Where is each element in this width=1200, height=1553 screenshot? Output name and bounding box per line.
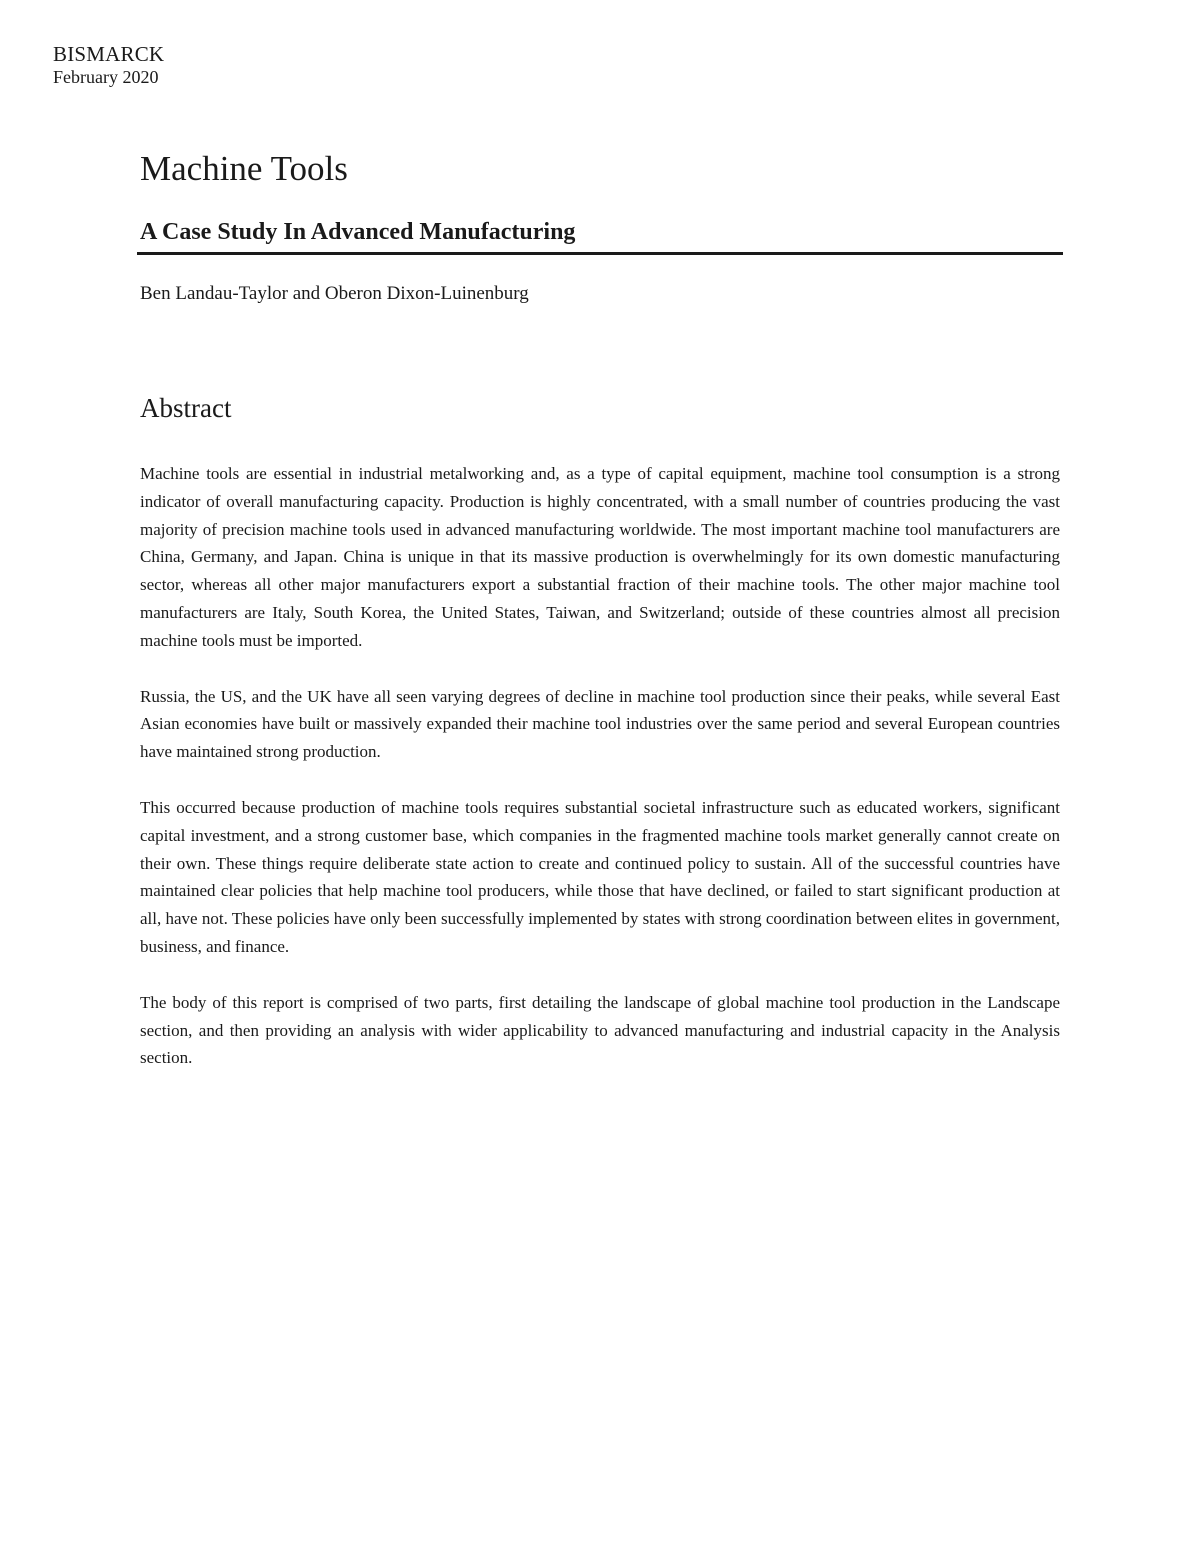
abstract-paragraph: The body of this report is comprised of two parts, first detailing the landscape of global machine tool production in the Landscape section, and then providing an analysis with wider applicability to advanced manufacturing and industrial capacity in the Analysis section. [140,992,1060,1068]
document-body [140,148,1060,1072]
document-authors: Ben Landau-Taylor and Oberon Dixon-Luinenburg [140,282,529,304]
abstract-paragraph: Russia, the US, and the UK have all seen varying degrees of decline in machine tool production since their peaks, while several East Asian economies have built or massively expanded their machine tool industries over the same period and several European countries have maintained strong production. [140,686,1060,762]
abstract-paragraph: This occurred because production of machine tools requires substantial societal infrastructure such as educated workers, significant capital investment, and a strong customer base, which companies in the fragmented machine tools market generally cannot create on their own. These things require deliberate state action to create and continued policy to sustain. All of the successful countries have maintained clear policies that help machine tool producers, while those that have declined, or failed to start significant production at all, have not. These policies have only been successfully implemented by states with strong coordination between elites in government, business, and finance. [140,797,1060,956]
organization-name: BISMARCK [53,42,165,66]
document-title: Machine Tools [140,149,348,188]
publication-date: February 2020 [53,66,159,87]
page-header [53,42,164,88]
subtitle-rule [137,218,1063,255]
abstract-paragraph: Machine tools are essential in industrial metalworking and, as a type of capital equipment, machine tool consumption is a strong indicator of overall manufacturing capacity. Production is highly concentrated, with a small number of countries producing the vast majority of precision machine tools used in advanced manufacturing worldwide. The most important machine tool manufacturers are China, Germany, and Japan. China is unique in that its massive production is overwhelmingly for its own domestic manufacturing sector, whereas all other major manufacturers export a substantial fraction of their machine tools. The other major machine tool manufacturers are Italy, South Korea, the United States, Taiwan, and Switzerland; outside of these countries almost all precision machine tools must be imported. [140,463,1060,650]
abstract-heading: Abstract [140,392,232,423]
document-subtitle: A Case Study In Advanced Manufacturing [140,219,576,245]
